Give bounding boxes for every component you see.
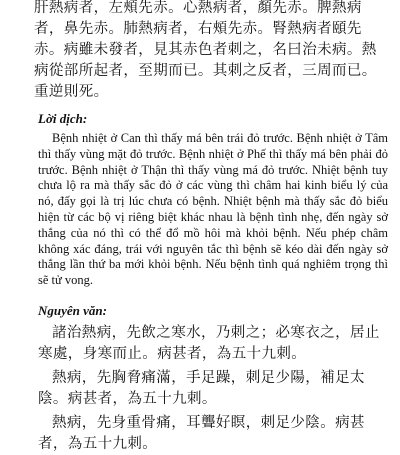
translation-paragraph: Bệnh nhiệt ở Can thì thấy má bên trái đỏ trước. Bệnh nhiệt ở Tâm thì thấy vùng mặt đỏ trước. Bệnh nhiệt ở Phế thì thấy má bên phải đỏ trước. Bệnh nhiệt ở Thận thì thấy vùng má đỏ trước. Nhiệt bệnh tuy chưa lộ ra mà thấy sắc đỏ ở các vùng thì châm hai kinh biểu lý của nó, đấy gọi là trị lúc chưa có bệnh. Nhiệt bệnh mà thấy sắc đỏ biểu hiện từ các bộ vị riêng biệt khác nhau là bệnh tình nhẹ, đến ngày sở thắng của nó thì có thể đổ mồ hôi mà khỏi bệnh. Nếu phép châm không xác đáng, trái với nguyên tắc thì bệnh sẽ kéo dài đến ngày sở thắng lần thứ ba mới khỏi bệnh. Nếu bệnh tình quá nghiêm trọng thì sẽ tử vong. bbox=[38, 131, 388, 288]
original-chinese-text-top: 肝熱病者，左頰先赤。心熱病者，顏先赤。脾熱病者，鼻先赤。肺熱病者，右頰先赤。腎熱病者頤先赤。病雖未發者，見其赤色者刺之，名曰治未病。熱病從部所起者，至期而已。其刺之反者，三周而已。重逆則死。 bbox=[34, 0, 377, 100]
original-paragraph-2: 熱病，先胸脅痛滿，手足躁，刺足少陽，補足太陰。病甚者，為五十九刺。 bbox=[38, 369, 365, 407]
section-label-original: Nguyên văn: bbox=[38, 302, 107, 318]
original-paragraph-1: 諸治熱病，先飲之寒水，乃刺之；必寒衣之，居止寒處，身寒而止。病甚者，為五十九刺。 bbox=[38, 324, 380, 362]
section-label-translation: Lời dịch: bbox=[38, 111, 88, 126]
original-paragraph-3: 熱病，先身重骨痛，耳聾好瞑，刺足少陰。病甚者，為五十九刺。 bbox=[38, 414, 365, 452]
